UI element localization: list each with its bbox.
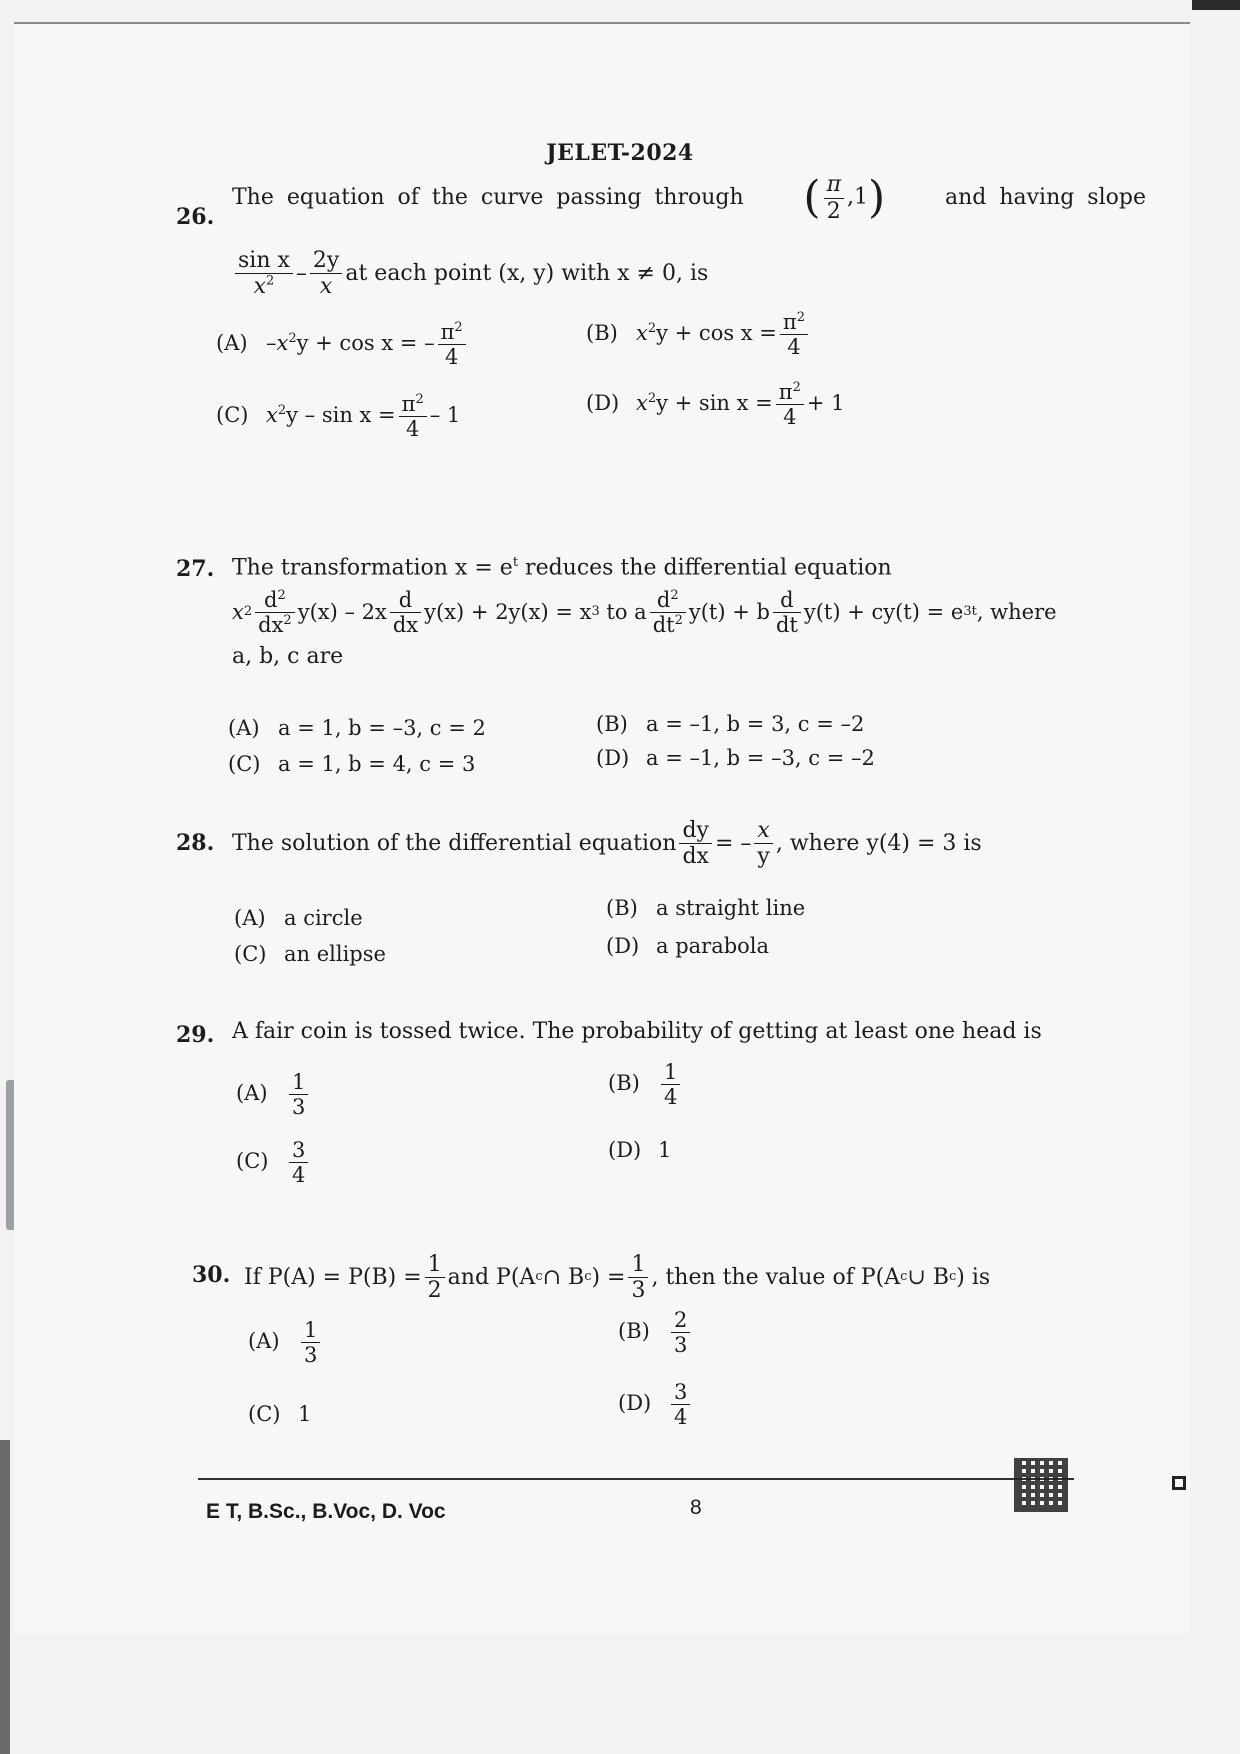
question-number: 30. bbox=[192, 1262, 231, 1288]
question-26 bbox=[176, 170, 1146, 460]
option-b[interactable]: (B) a straight line bbox=[606, 896, 806, 920]
option-c[interactable]: (C) 1 bbox=[248, 1402, 312, 1426]
page-title: JELET-2024 bbox=[546, 140, 694, 166]
scan-edge bbox=[0, 1440, 10, 1754]
square-marker-icon bbox=[1172, 1476, 1186, 1490]
option-c[interactable]: (C) $\frac{3}{4}$ bbox=[236, 1138, 311, 1187]
option-d[interactable]: (D) 1 bbox=[608, 1138, 672, 1162]
page-number: 8 bbox=[690, 1496, 702, 1519]
question-28 bbox=[176, 818, 1146, 966]
question-stem: The solution of the differential equation $\frac{dy}{dx}$ = – $\frac{x}{y}$ , where y(4) = 3 is bbox=[232, 818, 982, 870]
option-d[interactable]: (D) $x^2y + \sin x$ = $\frac{\pi^2}{4}$ + 1 bbox=[586, 380, 845, 430]
question-29 bbox=[176, 1002, 1146, 1202]
question-number: 28. bbox=[176, 830, 215, 856]
option-b[interactable]: (B) $\frac{2}{3}$ bbox=[618, 1308, 693, 1357]
qr-code-icon bbox=[1014, 1458, 1068, 1512]
question-stem: The transformation $x = e^t$ reduces the differential equation x 2 $\frac{d^2}{dx^2}$ y(x) – 2x $\frac{d}{dx}$ y(x) + 2y(x) = x 3 to a $\frac{d^2}{dt^2}$ y(t) + b $\frac{d}{dt}$ y(t) + cy(t) = e 3t , where a, b, c are bbox=[232, 555, 1057, 670]
option-c[interactable]: (C) an ellipse bbox=[234, 942, 386, 966]
question-27 bbox=[176, 538, 1146, 776]
option-d[interactable]: (D) a = –1, b = –3, c = –2 bbox=[596, 746, 875, 770]
option-a[interactable]: (A) a circle bbox=[234, 906, 363, 930]
question-number: 29. bbox=[176, 1022, 215, 1048]
option-c[interactable]: (C) $x^2y$ – sin x = $\frac{\pi^2}{4}$ – 1 bbox=[216, 392, 461, 442]
question-stem: The equation of the curve passing through ( $\frac{\pi}{2}$ ,1) and having slope $\frac{\text{sin x}}{x^2}$ – $\frac{2y}{x}$ at each point (x, y) with x ≠ 0, is bbox=[232, 172, 1146, 300]
option-c[interactable]: (C) a = 1, b = 4, c = 3 bbox=[228, 752, 476, 776]
option-a[interactable]: (A) a = 1, b = –3, c = 2 bbox=[228, 716, 486, 740]
question-number: 26. bbox=[176, 204, 215, 230]
option-d[interactable]: (D) a parabola bbox=[606, 934, 770, 958]
scan-shadow bbox=[1192, 0, 1240, 10]
footer-course-codes: E T, B.Sc., B.Voc, D. Voc bbox=[206, 1500, 446, 1523]
option-d[interactable]: (D) $\frac{3}{4}$ bbox=[618, 1380, 693, 1429]
question-30 bbox=[192, 1252, 1152, 1452]
option-a[interactable]: (A) $-x^2y + \cos x$ = – $\frac{\pi^2}{4}$ bbox=[216, 320, 469, 369]
footer-divider bbox=[198, 1478, 1074, 1480]
option-b[interactable]: (B) $x^2y + \cos x$ = $\frac{\pi^2}{4}$ bbox=[586, 310, 811, 359]
question-stem: If P(A) = P(B) = $\frac{1}{2}$ and P(A c ∩ B c ) = $\frac{1}{3}$ , then the value of P(A c ∪ B c ) is bbox=[244, 1252, 991, 1304]
option-a[interactable]: (A) $\frac{1}{3}$ bbox=[236, 1070, 311, 1119]
option-b[interactable]: (B) $\frac{1}{4}$ bbox=[608, 1060, 683, 1109]
option-a[interactable]: (A) $\frac{1}{3}$ bbox=[248, 1318, 323, 1367]
question-stem: A fair coin is tossed twice. The probability of getting at least one head is bbox=[232, 1019, 1042, 1044]
option-b[interactable]: (B) a = –1, b = 3, c = –2 bbox=[596, 712, 865, 736]
question-number: 27. bbox=[176, 556, 215, 582]
